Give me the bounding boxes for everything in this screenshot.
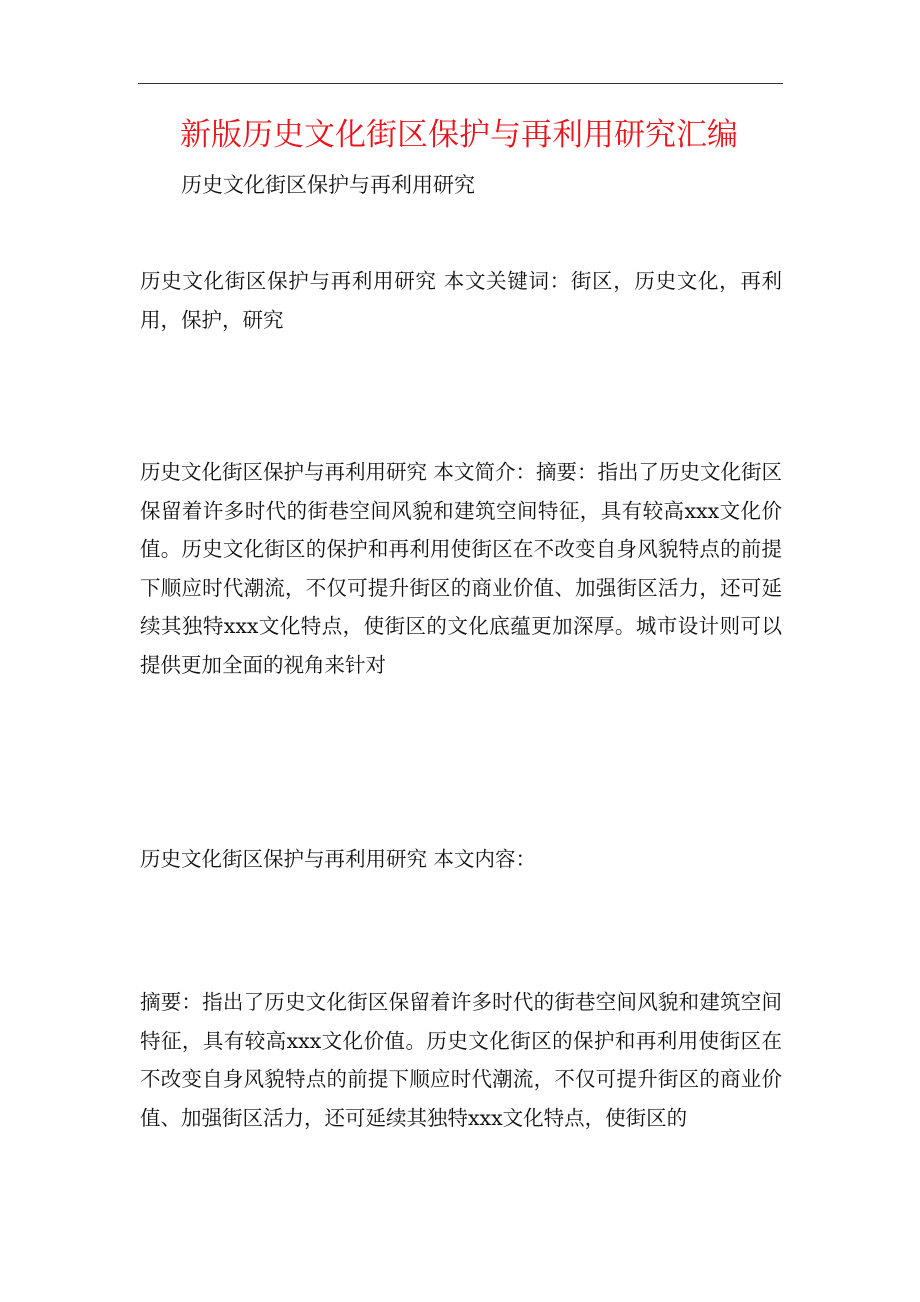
header-rule (138, 83, 783, 84)
summary-paragraph: 历史文化街区保护与再利用研究 本文简介：摘要：指出了历史文化街区保留着许多时代的街巷空间风貌和建筑空间特征，具有较高xxx文化价值。历史文化街区的保护和再利用使街区在不改变自身风貌特点的前提下顺应时代潮流，不仅可提升街区的商业价值、加强街区活力，还可延续其独特xxx文化特点，使街区的文化底蕴更加深厚。城市设计则可以提供更加全面的视角来针对 (140, 460, 783, 677)
document-subtitle: 历史文化街区保护与再利用研究 (181, 173, 475, 197)
document-title: 新版历史文化街区保护与再利用研究汇编 (180, 117, 738, 153)
abstract-paragraph: 摘要：指出了历史文化街区保留着许多时代的街巷空间风貌和建筑空间特征，具有较高xxx文化价值。历史文化街区的保护和再利用使街区在不改变自身风貌特点的前提下顺应时代潮流，不仅可提升街区的商业价值、加强街区活力，还可延续其独特xxx文化特点，使街区的 (140, 990, 782, 1130)
content-heading-paragraph: 历史文化街区保护与再利用研究 本文内容： (140, 847, 537, 871)
keywords-paragraph: 历史文化街区保护与再利用研究 本文关键词：街区，历史文化，再利用，保护，研究 (140, 269, 782, 332)
